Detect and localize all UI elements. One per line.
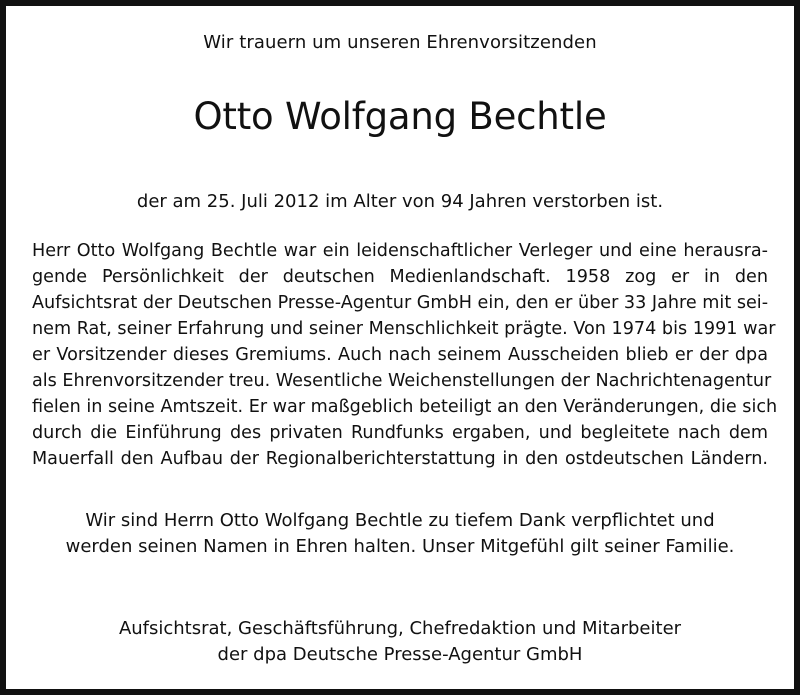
tribute-line: Mauerfall den Aufbau der Regionalberichterstattung in den ostdeutschen Ländern. [32,449,768,469]
tribute-line: er Vorsitzender dieses Gremiums. Auch nach seinem Ausscheiden blieb er der dpa [32,345,768,365]
signature-line: der dpa Deutsche Presse-Agentur GmbH [217,644,583,665]
tribute-line: nem Rat, seiner Erfahrung und seiner Menschlichkeit prägte. Von 1974 bis 1991 war [32,319,776,339]
death-statement: der am 25. Juli 2012 im Alter von 94 Jahren verstorben ist. [136,191,664,212]
tribute-line: gende Persönlichkeit der deutschen Medienlandschaft. 1958 zog er in den [32,267,768,287]
thanks-line: Wir sind Herrn Otto Wolfgang Bechtle zu tiefem Dank verpflichtet und [85,510,715,531]
thanks-line: werden seinen Namen in Ehren halten. Unser Mitgefühl gilt seiner Familie. [65,536,735,557]
tribute-line: Aufsichtsrat der Deutschen Presse-Agentur GmbH ein, den er über 33 Jahre mit sei- [32,293,769,313]
deceased-name: Otto Wolfgang Bechtle [193,95,607,138]
tribute-line: Herr Otto Wolfgang Bechtle war ein leidenschaftlicher Verleger und eine herausra- [32,241,768,261]
tribute-line: fielen in seine Amtszeit. Er war maßgeblich beteiligt an den Veränderungen, die sich [32,397,778,417]
notice-intro: Wir trauern um unseren Ehrenvorsitzenden [203,32,597,53]
thanks-paragraph [0,508,800,560]
signature-line: Aufsichtsrat, Geschäftsführung, Chefredaktion und Mitarbeiter [118,618,682,639]
signature-block [0,616,800,668]
tribute-line: durch die Einführung des privaten Rundfunks ergaben, und begleitete nach dem [32,423,768,443]
tribute-paragraph [32,238,778,472]
tribute-line: als Ehrenvorsitzender treu. Wesentliche Weichenstellungen der Nachrichtenagentur [32,371,772,391]
